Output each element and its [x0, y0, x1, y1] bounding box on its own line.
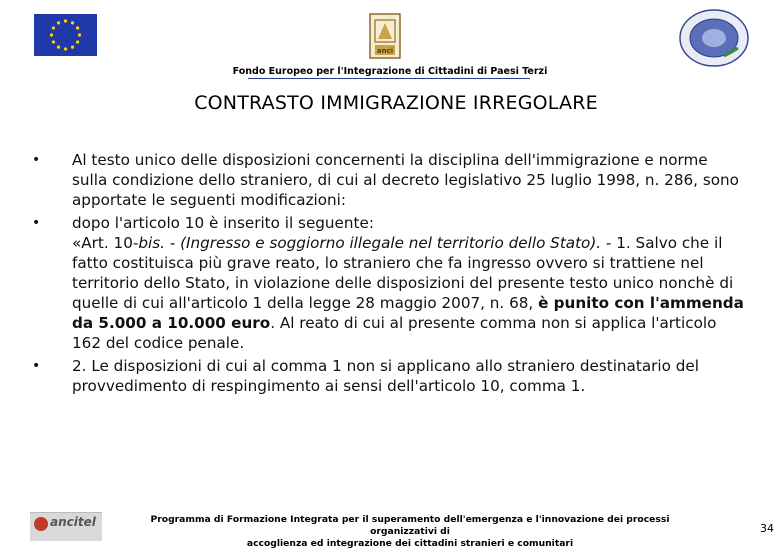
- ancitel-logo-text: ancitel: [50, 515, 96, 529]
- page-number: 34: [760, 522, 774, 535]
- anci-logo-icon: [368, 12, 402, 60]
- header-divider: [248, 78, 530, 79]
- bullet-icon: •: [32, 152, 41, 168]
- footer-line-2: accoglienza ed integrazione dei cittadini stranieri e comunitari: [246, 538, 574, 549]
- article-text-1: - 1. Salvo che il fatto costituisca più grave reato, lo straniero che fa ingresso ovvero si trattiene nel territorio dello Stato, in violazione delle disposizioni del presente testo unico nonchè di quelle di cui all'articolo 1 della legge 28 maggio 2007, n. 68,: [72, 234, 734, 312]
- list-item: [32, 150, 744, 210]
- bullet-text-1: Al testo unico delle disposizioni concernenti la disciplina dell'immigrazione e norme sulla condizione dello straniero, di cui al decreto legislativo 25 luglio 1998, n. 286, sono apportate le seguenti modificazioni:: [72, 151, 739, 209]
- ancitel-swoosh-icon: [34, 517, 48, 531]
- article-bis: bis: [138, 234, 161, 252]
- bullet-list: [32, 150, 744, 396]
- anci-logo-text: anci: [376, 47, 394, 55]
- article-text-2: . Al reato di cui al presente comma non si applica l'articolo 162 del codice penale.: [72, 314, 717, 352]
- footer-line-1: Programma di Formazione Integrata per il superamento dell'emergenza e l'innovazione dei processi organizzativi di: [150, 514, 670, 537]
- round-seal-icon: [678, 8, 750, 68]
- eu-flag-icon: [34, 14, 97, 56]
- article-penalty: è punito con l'ammenda da 5.000 a 10.000 euro: [72, 294, 744, 332]
- bullet-text-2-intro: dopo l'articolo 10 è inserito il seguente:: [72, 214, 374, 232]
- bullet-icon: •: [32, 358, 41, 374]
- page-title: CONTRASTO IMMIGRAZIONE IRREGOLARE: [194, 92, 598, 114]
- footer-text: [130, 514, 690, 550]
- fund-caption: Fondo Europeo per l'Integrazione di Cittadini di Paesi Terzi: [232, 66, 548, 77]
- bullet-icon: •: [32, 215, 41, 231]
- article-heading: . - (Ingresso e soggiorno illegale nel territorio dello Stato).: [160, 234, 602, 252]
- article-label: «Art. 10-: [72, 234, 139, 252]
- bullet-text-3: 2. Le disposizioni di cui al comma 1 non si applicano allo straniero destinatario del provvedimento di respingimento ai sensi dell'articolo 10, comma 1.: [72, 357, 699, 395]
- list-item: [32, 356, 744, 396]
- list-item: [32, 213, 744, 353]
- ancitel-logo-icon: [30, 512, 102, 541]
